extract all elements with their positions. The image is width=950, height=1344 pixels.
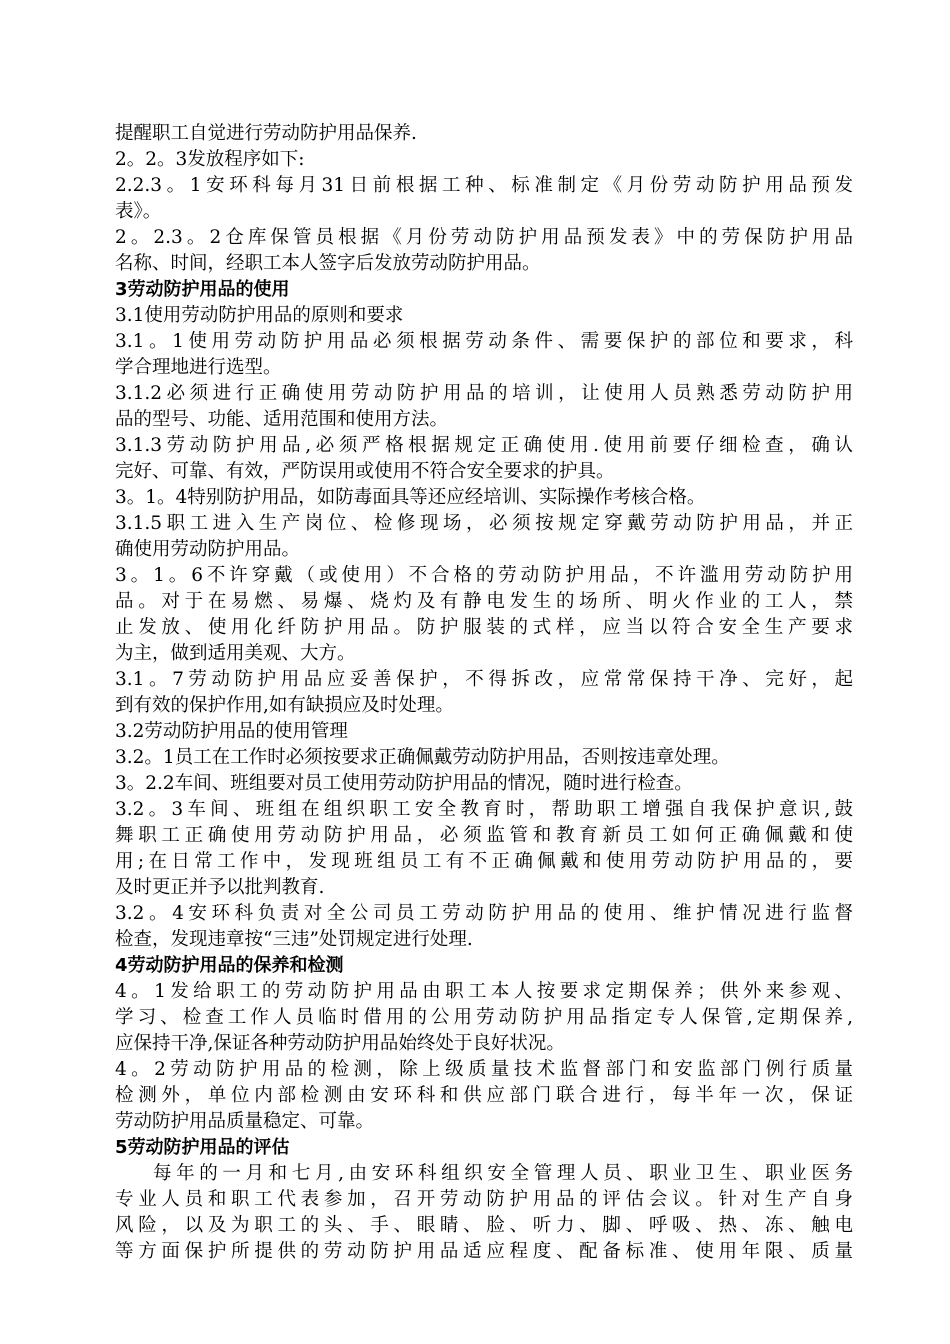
- paragraph-line: 名称、时间，经职工本人签字后发放劳动防护用品。: [115, 253, 541, 274]
- section-heading: 3劳动防护用品的使用: [115, 279, 290, 300]
- paragraph-line: 学习、检查工作人员临时借用的公用劳动防护用品指定专人保管,定期保养,: [115, 1007, 853, 1028]
- paragraph-line: 及时更正并予以批判教育.: [115, 877, 325, 898]
- paragraph-line: 4。2劳动防护用品的检测，除上级质量技术监督部门和安监部门例行质量: [115, 1059, 853, 1080]
- paragraph-line: 止发放、使用化纤防护用品。防护服装的式样，应当以符合安全生产要求: [115, 617, 853, 638]
- paragraph-line: 3.1。1使用劳动防护用品必须根据劳动条件、需要保护的部位和要求，科: [115, 331, 853, 352]
- paragraph-line: 学合理地进行选型。: [115, 357, 282, 378]
- paragraph-line: 品的型号、功能、适用范围和使用方法。: [115, 409, 449, 430]
- paragraph-line: 风险，以及为职工的头、手、眼睛、脸、听力、脚、呼吸、热、冻、触电: [115, 1215, 853, 1236]
- paragraph-line: 舞职工正确使用劳动防护用品，必须监管和教育新员工如何正确佩戴和使: [115, 825, 853, 846]
- paragraph-line: 检查，发现违章按“三违”处罚规定进行处理.: [115, 929, 473, 950]
- paragraph-line: 专业人员和职工代表参加，召开劳动防护用品的评估会议。针对生产自身: [115, 1189, 853, 1210]
- paragraph-line: 3。1。6不许穿戴（或使用）不合格的劳动防护用品，不许滥用劳动防护用: [115, 565, 853, 586]
- paragraph-line: 4。1发给职工的劳动防护用品由职工本人按要求定期保养；供外来参观、: [115, 981, 853, 1002]
- paragraph-line: 3.1.2必须进行正确使用劳动防护用品的培训，让使用人员熟悉劳动防护用: [115, 383, 853, 404]
- paragraph-line: 3。2.2车间、班组要对员工使用劳动防护用品的情况，随时进行检查。: [115, 773, 693, 794]
- paragraph-line: 到有效的保护作用,如有缺损应及时处理。: [115, 695, 454, 716]
- paragraph-line: 应保持干净,保证各种劳动防护用品始终处于良好状况。: [115, 1033, 565, 1054]
- paragraph-line: 3.2。3车间、班组在组织职工安全教育时，帮助职工增强自我保护意识,鼓: [115, 799, 853, 820]
- paragraph-line: 3.2劳动防护用品的使用管理: [115, 721, 348, 742]
- paragraph-line: 确使用劳动防护用品。: [115, 539, 301, 560]
- paragraph-line: 完好、可靠、有效，严防误用或使用不符合安全要求的护具。: [115, 461, 615, 482]
- paragraph-line: 每年的一月和七月,由安环科组织安全管理人员、职业卫生、职业医务: [153, 1163, 853, 1184]
- paragraph-line: 品。对于在易燃、易爆、烧灼及有静电发生的场所、明火作业的工人，禁: [115, 591, 853, 612]
- paragraph-line: 3.2。1员工在工作时必须按要求正确佩戴劳动防护用品，否则按违章处理。: [115, 747, 730, 768]
- paragraph-line: 劳动防护用品质量稳定、可靠。: [115, 1111, 375, 1132]
- paragraph-line: 为主，做到适用美观、大方。: [115, 643, 356, 664]
- paragraph-line: 3.1.3劳动防护用品,必须严格根据规定正确使用.使用前要仔细检查，确认: [115, 435, 853, 456]
- paragraph-line: 等方面保护所提供的劳动防护用品适应程度、配备标准、使用年限、质量: [115, 1241, 853, 1262]
- paragraph-line: 表》。: [115, 201, 162, 222]
- paragraph-line: 3.1。7劳动防护用品应妥善保护，不得拆改，应常常保持干净、完好，起: [115, 669, 853, 690]
- section-heading: 5劳动防护用品的评估: [115, 1137, 290, 1158]
- section-heading: 4劳动防护用品的保养和检测: [115, 955, 344, 976]
- paragraph-line: 3.2。4安环科负责对全公司员工劳动防护用品的使用、维护情况进行监督: [115, 903, 853, 924]
- paragraph-line: 2。2。3发放程序如下:: [115, 149, 305, 170]
- paragraph-line: 提醒职工自觉进行劳动防护用品保养.: [115, 123, 417, 144]
- paragraph-line: 3.1.5职工进入生产岗位、检修现场，必须按规定穿戴劳动防护用品，并正: [115, 513, 853, 534]
- paragraph-line: 3。1。4特别防护用品，如防毒面具等还应经培训、实际操作考核合格。: [115, 487, 706, 508]
- paragraph-line: 2.2.3。1安环科每月31日前根据工种、标准制定《月份劳动防护用品预发: [115, 175, 853, 196]
- document-body: [115, 121, 853, 1265]
- paragraph-line: 检测外，单位内部检测由安环科和供应部门联合进行，每半年一次，保证: [115, 1085, 853, 1106]
- paragraph-line: 2。2.3。2仓库保管员根据《月份劳动防护用品预发表》中的劳保防护用品: [115, 227, 853, 248]
- paragraph-line: 用;在日常工作中，发现班组员工有不正确佩戴和使用劳动防护用品的，要: [115, 851, 853, 872]
- paragraph-line: 3.1使用劳动防护用品的原则和要求: [115, 305, 404, 326]
